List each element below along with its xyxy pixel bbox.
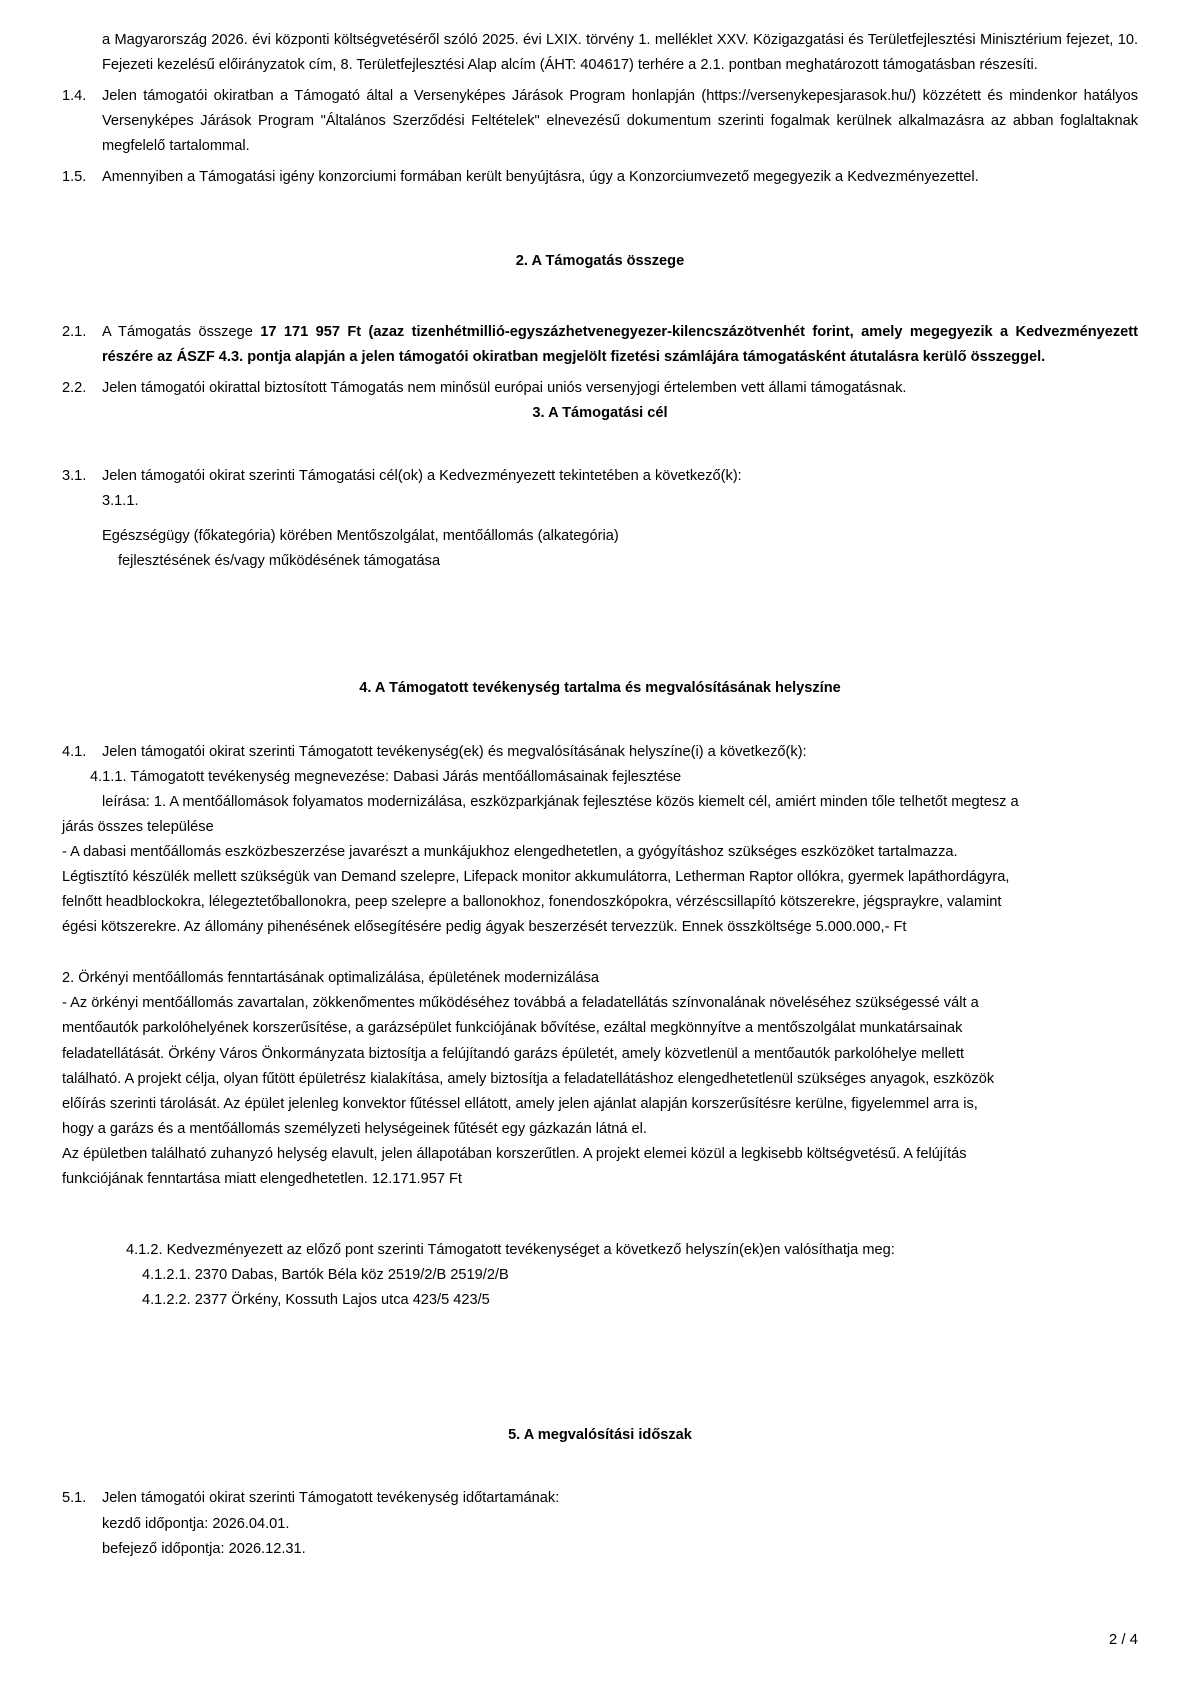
clause-2-1-amount: 17 171 957 Ft [260, 323, 362, 340]
clause-4-1-1-item-2-line-2: mentőautók parkolóhelyének korszerűsítése, a garázsépület funkciójának bővítése, ezáltal megkönnyítve a mentőszolgálat munkatársainak [62, 1020, 963, 1037]
clause-3-1-text: Jelen támogatói okirat szerinti Támogatási cél(ok) a Kedvezményezett tekintetében a következő(k): [102, 468, 742, 485]
clause-4-1-1-description-intro: leírása: 1. A mentőállomások folyamatos modernizálása, eszközparkjának fejlesztése közös kiemelt cél, amiért minden tőle telhetőt megtesz a [102, 793, 1019, 810]
clause-4-1-1-item-2-line-6: hogy a garázs és a mentőállomás személyzeti helységeinek fűtését egy gázkazán látná el. [62, 1120, 647, 1137]
clause-2-1-lead: A Támogatás összege [102, 323, 253, 340]
implementation-start-value: 2026.04.01. [212, 1515, 290, 1532]
clause-1-4-text: Jelen támogatói okiratban a Támogató által a Versenyképes Járások Program honlapján (https://versenykepesjarasok.hu/) közzétett és mindenkor hatályos Versenyképes Járások Program "Általános Szerződési Feltételek" elnevezésű dokumentum szerinti fogalmak kerülnek alkalmazásra az abban foglaltaknak megfelelő tartalommal. [102, 88, 1138, 155]
clause-4-1-1-item-1-line-2: Légtisztító készülék mellett szükségük van Demand szelepre, Lifepack monitor akkumulátorra, Letherman Raptor ollókra, gyermek lapáthordágyra, [62, 868, 1010, 885]
clause-4-1-2-location-1: 4.1.2.1. 2370 Dabas, Bartók Béla köz 2519/2/B 2519/2/B [142, 1267, 509, 1284]
clause-4-1-1-item-1-line-4: égési kötszerekre. Az állomány pihenésének elősegítésére pedig ágyak beszerzését tervezzük. Ennek összköltsége 5.000.000,- Ft [62, 919, 907, 936]
clause-2-2 [62, 376, 1138, 401]
clause-4-1-1-item-2-line-5: előírás szerinti tárolását. Az épület jelenleg konvektor fűtéssel ellátott, amely jelen ajánlat alapján korszerűsítésre kerülne, figyelemmel arra is, [62, 1095, 978, 1112]
page-number: 2 / 4 [1108, 1631, 1138, 1649]
clause-1-5 [62, 165, 1138, 190]
clause-2-2-number: 2.2. [62, 379, 87, 396]
clause-1-3-text: a Magyarország 2026. évi központi költségvetéséről szóló 2025. évi LXIX. törvény 1. melléklet XXV. Közigazgatási és Területfejlesztési Minisztérium fejezet, 10. Fejezeti kezelésű előirányzatok cím, 8. Területfejlesztési Alap alcím (ÁHT: 404617) terhére a 2.1. pontban meghatározott támogatásban részesíti. [102, 32, 1138, 74]
clause-4-1-1-item-2-line-4: található. A projekt célja, olyan fűtött épületrész kialakítása, amely biztosítja a feladatellátáshoz elengedhetetlenül szükséges anyagok, eszközök [62, 1070, 995, 1087]
clause-4-1-1-item-1-line-3: felnőtt headblockokra, lélegeztetőballonokra, peep szelepre a ballonokhoz, fonendoszkópokra, vérzéscsillapító kötszerekre, jégspraykre, valamint [62, 894, 1002, 911]
section-3-heading: 3. A Támogatási cél [532, 404, 668, 421]
clause-4-1-text: Jelen támogatói okirat szerinti Támogatott tevékenység(ek) és megvalósításának helyszíne(i) a következő(k): [102, 743, 807, 760]
clause-4-1-2-label: 4.1.2. Kedvezményezett az előző pont szerinti Támogatott tevékenységet a következő helyszín(ek)en valósíthatja meg: [126, 1242, 895, 1259]
section-5-heading: 5. A megvalósítási időszak [508, 1427, 692, 1444]
implementation-start-row [62, 1512, 1138, 1537]
clause-5-1-number: 5.1. [62, 1490, 87, 1507]
clause-5-1 [62, 1486, 1138, 1511]
clause-4-1-1-item-1-line-1: - A dabasi mentőállomás eszközbeszerzése javarészt a munkájukhoz elengedhetetlen, a gyógyításhoz szükséges eszközöket tartalmazza. [62, 843, 958, 860]
clause-4-1-number: 4.1. [62, 743, 87, 760]
clause-3-1-1-number: 3.1.1. [102, 493, 139, 510]
clause-4-1-1-item-2-line-8: funkciójának fenntartása miatt elengedhetetlen. 12.171.957 Ft [62, 1171, 462, 1187]
clause-2-2-text: Jelen támogatói okirattal biztosított Támogatás nem minősül európai uniós versenyjogi értelemben vett állami támogatásnak. [102, 379, 907, 396]
implementation-end-row [62, 1537, 1138, 1562]
clause-4-1 [62, 740, 1138, 765]
clause-5-1-text: Jelen támogatói okirat szerinti Támogatott tevékenység időtartamának: [102, 1490, 560, 1507]
clause-2-1-number: 2.1. [62, 323, 87, 340]
implementation-start-label: kezdő időpontja: [102, 1515, 209, 1532]
clause-2-1-body [102, 320, 1138, 370]
clause-1-4 [62, 84, 1138, 159]
clause-4-1-1-item-2-line-7: Az épületben található zuhanyzó helység elavult, jelen állapotában korszerűtlen. A projekt elemei közül a legkisebb költségvetésű. A felújítás [62, 1145, 967, 1162]
clause-4-1-1-label: 4.1.1. Támogatott tevékenység megnevezése: Dabasi Járás mentőállomásainak fejlesztése [90, 768, 682, 785]
clause-1-3-continuation [102, 28, 1138, 78]
clause-1-5-text: Amennyiben a Támogatási igény konzorciumi formában került benyújtásra, úgy a Konzorciumvezető megegyezik a Kedvezményezettel. [102, 169, 979, 186]
clause-4-1-1-item-2-title: 2. Örkényi mentőállomás fenntartásának optimalizálása, épületének modernizálása [62, 970, 600, 987]
section-2-heading: 2. A Támogatás összege [515, 252, 685, 269]
clause-2-1 [62, 320, 1138, 370]
clause-3-1-number: 3.1. [62, 468, 87, 485]
implementation-end-value: 2026.12.31. [228, 1540, 306, 1557]
clause-1-5-number: 1.5. [62, 169, 87, 186]
clause-1-4-number: 1.4. [62, 88, 87, 105]
clause-4-1-1-description-intro-cont: járás összes települése [62, 818, 214, 835]
clause-4-1-2-location-2: 4.1.2.2. 2377 Örkény, Kossuth Lajos utca 423/5 423/5 [142, 1292, 490, 1309]
clause-3-1 [62, 464, 1138, 489]
clause-3-1-1-line-1: Egészségügy (főkategória) körében Mentőszolgálat, mentőállomás (alkategória) [102, 528, 619, 545]
section-4-heading: 4. A Támogatott tevékenység tartalma és megvalósításának helyszíne [359, 680, 841, 697]
clause-4-1-1-item-2-line-3: feladatellátását. Örkény Város Önkormányzata biztosítja a felújítandó garázs épületét, amely közvetlenül a mentőautók parkolóhelye mellett [62, 1045, 965, 1062]
clause-4-1-1-item-2-line-1: - Az örkényi mentőállomás zavartalan, zökkenőmentes működéséhez továbbá a feladatellátás színvonalának növeléséhez szükségessé vált a [62, 995, 979, 1012]
implementation-end-label: befejező időpontja: [102, 1540, 225, 1557]
clause-3-1-1-line-2: fejlesztésének és/vagy működésének támogatása [118, 553, 441, 570]
clause-2-1-bold-rest: (azaz tizenhétmillió-egyszázhetvenegyezer-kilencszázötvenhét forint, amely megegyezik a Kedvezményezett részére az ÁSZF 4.3. pontja alapján a jelen támogatói okiratban megjelölt fizetési számlájára támogatásként átutalásra kerülő összeggel. [102, 323, 1138, 365]
